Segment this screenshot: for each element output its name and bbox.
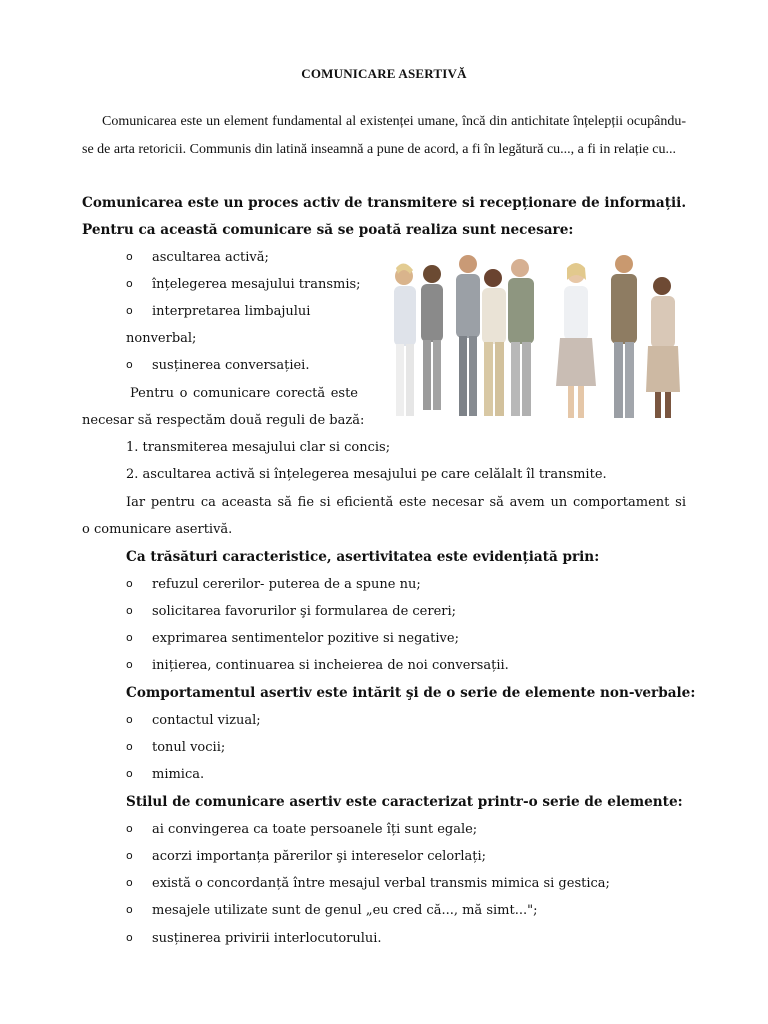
- traits-heading: Ca trăsături caracteristice, asertivitatea este evidențiată prin:: [126, 549, 600, 565]
- rules-intro-line-1: Pentru o comunicare corectă este: [130, 386, 358, 401]
- bullet-mark: o: [126, 358, 133, 371]
- bullet-mark: o: [126, 931, 133, 944]
- style-heading: Stilul de comunicare asertiv este caracterizat printr-o serie de elemente:: [126, 794, 683, 810]
- efficiency-line-2: o comunicare asertivă.: [82, 522, 233, 537]
- bullet-mark: o: [126, 849, 133, 862]
- bullet-mark: o: [126, 604, 133, 617]
- bold-line-2: Pentru ca această comunicare să se poată realiza sunt necesare:: [82, 222, 574, 238]
- bullet-mark: o: [126, 277, 133, 290]
- intro-paragraph: [82, 108, 686, 163]
- bullet-mark: o: [126, 713, 133, 726]
- bullet-mark: o: [126, 767, 133, 780]
- group-people-photo: [370, 246, 692, 422]
- bullet-mark: o: [126, 658, 133, 671]
- numbered-item: 1. transmiterea mesajului clar si concis;: [126, 440, 391, 455]
- rules-intro-line-2: necesar să respectăm două reguli de bază:: [82, 413, 365, 428]
- bullet-mark: o: [126, 740, 133, 753]
- bullet-mark: o: [126, 631, 133, 644]
- document-page: COMUNICARE ASERTIVĂ Comunicarea este un element fundamental al existenței umane, încă din antichitate înțelepții ocupându-se de arta retoricii. Communis din latină inseamnă a pune de acord, a fi în legătură cu..., a fi in relație cu... Comunicarea este un proces activ de transmitere si recepționare de informații. Pentru ca această comunicare să se poată realiza sunt necesare: o ascultarea activă; o înțelegerea mesajului transmis; o interpretarea limbajului nonverbal; o susținerea conversației. Pentru o comunicare corectă este necesar să respectăm două reguli de bază: 1. transmiterea mesajului clar si concis; 2. ascultarea activă si înțelegerea mesajului pe care celălalt îl transmite. Iar pentru ca aceasta să fie si eficientă este necesar să avem un comportament si o comunicare asertivă. Ca trăsături caracteristice, asertivitatea este evidențiată prin: o refuzul cererilor- puterea de a spune nu; o solicitarea favorurilor şi formularea de cereri; o exprimarea sentimentelor pozitive si negative; o inițierea, continuarea si incheierea de noi conversații. Comportamentul asertiv este intărit şi de o serie de elemente non-verbale: o contactul vizual; o tonul vocii; o mimica. Stilul de comunicare asertiv este caracterizat printr-o serie de elemente: o ai convingerea ca toate persoanele îți sunt egale; o acorzi importanța părerilor şi intereselor celorlați; o există o concordanță între mesajul verbal transmis mimica si gestica; o mesajele utilizate sunt de genul „eu cred că..., mă simt..."; o susținerea privirii interlocutorului.: [0, 0, 768, 1024]
- efficiency-line-1: Iar pentru ca aceasta să fie si eficientă este necesar să avem un comportament si: [126, 495, 686, 510]
- bullet-mark: o: [126, 822, 133, 835]
- bullet-mark: o: [126, 304, 133, 317]
- nonverbal-heading: Comportamentul asertiv este intărit şi de o serie de elemente non-verbale:: [126, 685, 696, 701]
- intro-text: Comunicarea este un element fundamental al existenței umane, încă din antichitate înțelepții ocupându-se de arta retoricii. Communis din latină inseamnă a pune de acord, a fi în legătură cu..., a fi in relație cu...: [82, 114, 686, 157]
- document-title: COMUNICARE ASERTIVĂ: [301, 66, 467, 81]
- people-illustration: [370, 246, 692, 422]
- numbered-item: 2. ascultarea activă si înțelegerea mesajului pe care celălalt îl transmite.: [126, 467, 607, 482]
- list-item-continuation: nonverbal;: [126, 331, 197, 346]
- bullet-mark: o: [126, 903, 133, 916]
- bullet-mark: o: [126, 876, 133, 889]
- bullet-mark: o: [126, 577, 133, 590]
- bullet-mark: o: [126, 250, 133, 263]
- bold-line-1: Comunicarea este un proces activ de transmitere si recepționare de informații.: [82, 195, 687, 211]
